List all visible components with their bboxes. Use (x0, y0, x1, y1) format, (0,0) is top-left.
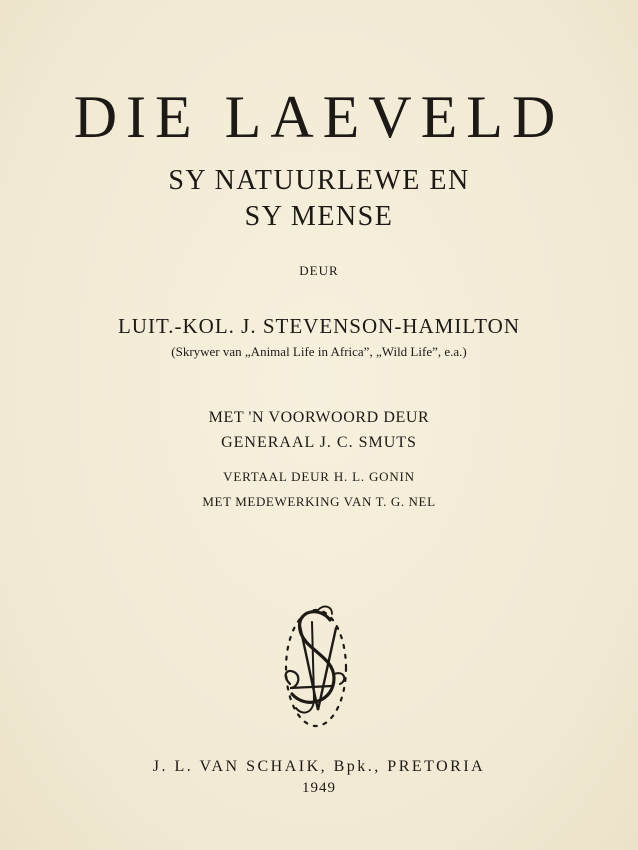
publisher-monogram-icon (272, 598, 360, 736)
publication-year: 1949 (302, 780, 336, 796)
author-works: (Skrywer van „Animal Life in Africa”, „Wild Life”, e.a.) (171, 344, 467, 359)
by-label: DEUR (299, 263, 339, 278)
preface-line-1: MET 'N VOORWOORD DEUR (208, 409, 430, 426)
cooperation-credit: MET MEDEWERKING VAN T. G. NEL (202, 494, 436, 509)
subtitle-line-1: SY NATUURLEWE EN (168, 165, 470, 196)
translator-credit: VERTAAL DEUR H. L. GONIN (223, 469, 415, 484)
author-name: LUIT.-KOL. J. STEVENSON-HAMILTON (117, 314, 520, 338)
book-title: DIE LAEVELD (73, 84, 565, 150)
subtitle-line-2: SY MENSE (244, 201, 394, 232)
preface-line-2: GENERAAL J. C. SMUTS (221, 434, 417, 451)
publisher-name: J. L. VAN SCHAIK, Bpk., PRETORIA (152, 758, 486, 775)
